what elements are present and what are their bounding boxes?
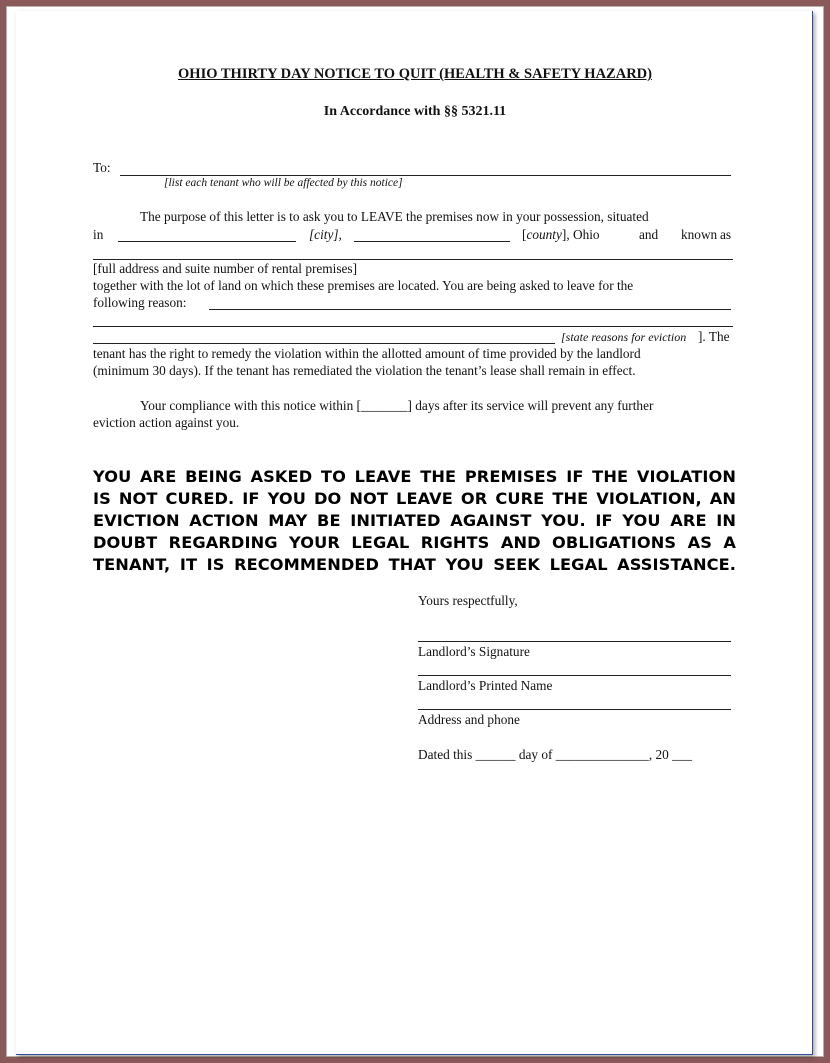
county-blank-line[interactable] bbox=[354, 241, 510, 242]
to-hint: [list each tenant who will be affected by this notice] bbox=[164, 177, 403, 189]
warning-line: DOUBT REGARDING YOUR LEGAL RIGHTS AND OBLIGATIONS AS A bbox=[93, 533, 736, 552]
document-title: OHIO THIRTY DAY NOTICE TO QUIT (HEALTH & SAFETY HAZARD) bbox=[178, 66, 652, 82]
dated-line[interactable]: Dated this ______ day of ______________, 20 ___ bbox=[418, 747, 693, 762]
known-word: known bbox=[681, 227, 718, 242]
county-hint: [county], Ohio bbox=[522, 227, 600, 242]
address-phone-blank-line[interactable] bbox=[418, 709, 731, 710]
following-reason-label: following reason: bbox=[93, 295, 187, 310]
printed-name-blank-line[interactable] bbox=[418, 675, 731, 676]
state-reasons-close: ]. The bbox=[698, 329, 730, 344]
address-hint: [full address and suite number of rental premises] bbox=[93, 261, 358, 276]
to-blank-line[interactable] bbox=[120, 175, 731, 176]
warning-block bbox=[93, 466, 736, 576]
purpose-line-1: The purpose of this letter is to ask you to LEAVE the premises now in your possession, situated bbox=[140, 209, 649, 224]
reason-blank-line-2[interactable] bbox=[93, 326, 733, 327]
remedy-line-2: (minimum 30 days). If the tenant has remediated the violation the tenant’s lease shall remain in effect. bbox=[93, 363, 636, 378]
together-line: together with the lot of land on which these premises are located. You are being asked to leave for the bbox=[93, 278, 634, 293]
compliance-line-2: eviction action against you. bbox=[93, 415, 240, 430]
and-word: and bbox=[639, 227, 659, 242]
reason-blank-line-3[interactable] bbox=[93, 343, 555, 344]
address-blank-line[interactable] bbox=[93, 259, 733, 260]
address-phone-label: Address and phone bbox=[418, 712, 520, 727]
signature-blank-line[interactable] bbox=[418, 641, 731, 642]
warning-line: EVICTION ACTION MAY BE INITIATED AGAINST YOU. IF YOU ARE IN bbox=[93, 511, 736, 530]
remedy-line-1: tenant has the right to remedy the violation within the allotted amount of time provided by the landlord bbox=[93, 346, 641, 361]
city-blank-line[interactable] bbox=[118, 241, 296, 242]
in-word: in bbox=[93, 227, 104, 242]
printed-name-label: Landlord’s Printed Name bbox=[418, 678, 553, 693]
document-subtitle: In Accordance with §§ 5321.11 bbox=[323, 104, 507, 119]
compliance-line-1: Your compliance with this notice within [_______] days after its service will prevent any further bbox=[140, 398, 654, 413]
as-word: as bbox=[720, 227, 732, 242]
closing-text: Yours respectfully, bbox=[418, 593, 518, 608]
warning-line: YOU ARE BEING ASKED TO LEAVE THE PREMISES IF THE VIOLATION bbox=[93, 467, 736, 486]
warning-line: IS NOT CURED. IF YOU DO NOT LEAVE OR CURE THE VIOLATION, AN bbox=[93, 489, 736, 508]
state-reasons-hint: [state reasons for eviction bbox=[561, 330, 687, 344]
to-label: To: bbox=[93, 160, 111, 175]
reason-blank-line-1[interactable] bbox=[209, 309, 731, 310]
city-hint: [city], bbox=[309, 227, 342, 242]
warning-line: TENANT, IT IS RECOMMENDED THAT YOU SEEK LEGAL ASSISTANCE. bbox=[93, 555, 736, 574]
signature-label: Landlord’s Signature bbox=[418, 644, 530, 659]
